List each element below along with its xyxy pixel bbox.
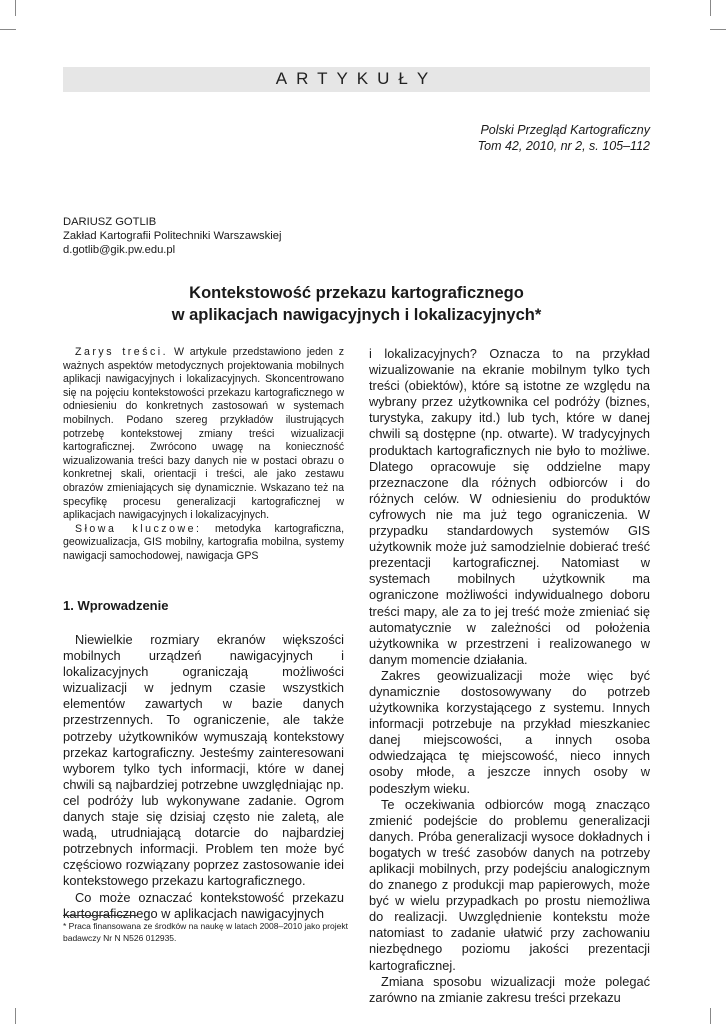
abstract [63,346,344,564]
right-column-body [369,346,650,1006]
article-title-line1: Kontekstowość przekazu kartograficznego [189,284,524,302]
section-heading-block [63,598,344,613]
section-heading: 1. Wprowadzenie [63,598,169,613]
abstract-paragraph [63,346,344,523]
journal-reference [478,122,650,154]
body-paragraph: i lokalizacyjnych? Oznacza to na przykład wizualizowanie na ekranie mobilnym tylko tych treści (obiektów), które są istotne ze względu na wybrany przez użytkownika cel podróży (biznes, turystyka, zakupy itd.) lub tych, które w danej chwili są dostępne (np. otwarte). W tradycyjnych produktach kartograficznych nie było to możliwe. Dlatego opracowuje się oddzielne mapy przeznaczone dla różnych odbiorców i do różnych celów. W odniesieniu do produktów cyfrowych nie ma już tego ograniczenia. W przypadku standardowych systemów GIS użytkownik może już samodzielnie dobierać treść prezentacji kartograficznej. Natomiast w systemach mobilnych użytkownik ma ograniczone możliwości indywidualnego doboru treści mapy, ale za to jej treść może zmieniać się automatycznie w zależności od położenia użytkownika w przestrzeni i realizowanego w danym momencie działania. [369,346,650,667]
crop-mark [15,0,16,16]
journal-name: Polski Przegląd Kartograficzny [480,123,650,137]
section-banner [63,67,650,92]
crop-mark [710,29,726,30]
crop-mark [0,29,16,30]
left-column-body [63,632,344,922]
crop-mark [710,1008,711,1024]
footnote [63,921,348,944]
article-title-line2: w aplikacjach nawigacyjnych i lokalizacyjnych* [171,306,542,324]
abstract-label: Zarys treści. [75,346,169,358]
keywords-paragraph [63,523,344,564]
body-paragraph: Niewielkie rozmiary ekranów większości mobilnych urządzeń nawigacyjnych i lokalizacyjnych ograniczają możliwości wizualizacji w jednym czasie wszystkich elementów zawartych w bazie danych przestrzennych. To ograniczenie, ale także potrzeby użytkowników wymuszają kontekstowy przekaz kartograficzny. Jesteśmy zainteresowani wyborem tylko tych informacji, które w danej chwili są najbardziej potrzebne uwzględniając np. cel podróży lub wykonywane zadanie. Ogrom danych staje się dzisiaj często nie zaletą, ale wadą, utrudniającą dotarcie do najbardziej potrzebnych informacji. Problem ten może być częściowo rozwiązany poprzez zastosowanie idei kontekstowego przekazu kartograficznego. [63,632,344,889]
body-paragraph: Te oczekiwania odbiorców mogą znacząco zmienić podejście do problemu generalizacji danych. Próba generalizacji wysoce dokładnych i bogatych w treść zasobów danych na potrzeby aplikacji mobilnych, przy podejściu analogicznym do znanego z produkcji map papierowych, może być w wielu przypadkach po prostu niemożliwa do realizacji. Uwzględnienie kontekstu może natomiast to zadanie ułatwić przy zachowaniu niezbędnego poziomu jakości prezentacji kartograficznej. [369,796,650,973]
footnote-text: Praca finansowana ze środków na naukę w latach 2008–2010 jako projekt badawczy Nr N N526 012935. [63,921,348,943]
body-paragraph: Co może oznaczać kontekstowość przekazu kartograficznego w aplikacjach nawigacyjnych [63,889,344,921]
author-block [63,215,281,257]
author-email: d.gotlib@gik.pw.edu.pl [63,244,176,256]
crop-mark [710,0,711,16]
journal-issue: Tom 42, 2010, nr 2, s. 105–112 [477,139,650,153]
keywords-label: Słowa kluczowe: [75,522,202,535]
article-title [63,282,650,326]
abstract-text: W artykule przedstawiono jeden z ważnych aspektów metodycznych projektowania mobilnych aplikacji nawigacyjnych i lokalizacyjnych. Skoncentrowano się na pojęciu kontekstowości przekazu kartograficznego w odniesieniu do konkretnych zastosowań w systemach mobilnych. Podano szereg przykładów ilustrujących potrzebę kontekstowej zmiany treści wizualizacji kartograficznej. Zwrócono uwagę na konieczność wizualizowania treści bazy danych nie w postaci obrazu o konkretnej skali, orientacji i treści, ale jako zestawu obrazów zmieniających się dynamicznie. Wskazano też na specyfikę procesu generalizacji kartograficznej w aplikacjach nawigacyjnych i lokalizacyjnych. [63,346,344,522]
body-paragraph: Zmiana sposobu wizualizacji może polegać zarówno na zmianie zakresu treści przekazu [369,973,650,1005]
body-paragraph: Zakres geowizualizacji może więc być dynamicznie dostosowywany do potrzeb użytkownika korzystającego z systemu. Innych informacji potrzebuje na przykład mieszkaniec danej miejscowości, a innych osoba odwiedzająca tę miejscowość, nieco innych osoby młode, a jeszcze innych osoby w podeszłym wieku. [369,667,650,796]
author-name: DARIUSZ GOTLIB [63,216,157,228]
footnote-rule [63,915,138,916]
author-affiliation: Zakład Kartografii Politechniki Warszawskiej [63,230,282,242]
crop-mark [15,1008,16,1024]
footnote-marker: * [63,921,67,931]
section-title: ARTYKUŁY [275,69,438,88]
keywords-text: metodyka kartograficzna, geowizualizacja, GIS mobilny, kartografia mobilna, systemy nawigacji samochodowej, nawigacja GPS [63,522,345,562]
